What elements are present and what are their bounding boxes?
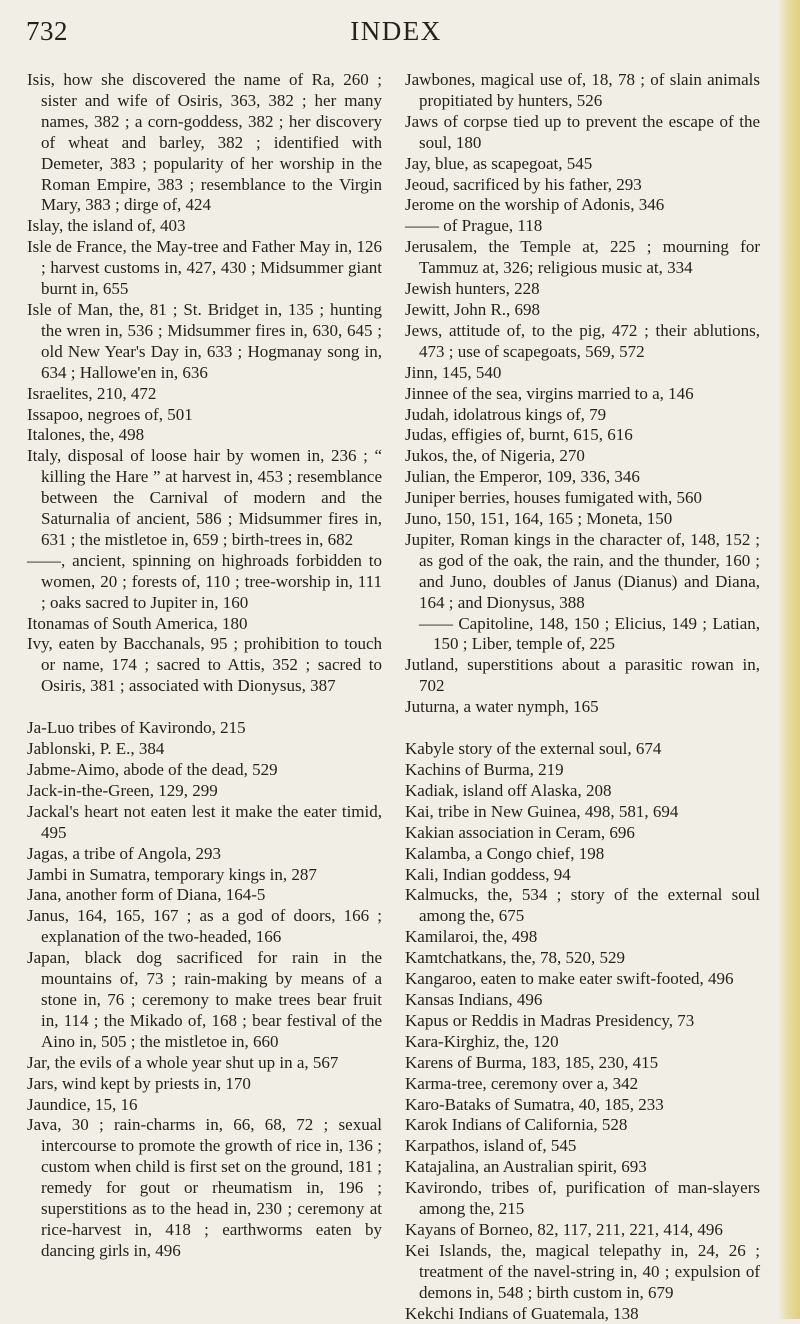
index-entry: Kekchi Indians of Guatemala, 138 [405, 1303, 639, 1323]
index-entry: Isle de France, the May-tree and Father May in, 126 ; harvest customs in, 427, 430 ; Midsummer giant burnt in, 655 [27, 237, 382, 299]
index-entry: Judah, idolatrous kings of, 79 [405, 404, 607, 424]
index-entry: Jutland, superstitions about a parasitic rowan in, 702 [405, 655, 760, 696]
index-entry: Kapus or Reddis in Madras Presidency, 73 [405, 1010, 695, 1030]
index-entry: Itonamas of South America, 180 [27, 613, 248, 633]
index-entry: Jerome on the worship of Adonis, 346 [405, 195, 665, 215]
index-entry: Juniper berries, houses fumigated with, 560 [405, 488, 702, 508]
section-spacer [405, 718, 760, 739]
index-entry: Juturna, a water nymph, 165 [405, 697, 599, 717]
index-entry: Jupiter, Roman kings in the character of, 148, 152 ; as god of the oak, the rain, and the thunder, 160 ; and Juno, doubles of Janus (Dianus) and Diana, 164 ; and Dionysus, 388 [405, 529, 760, 612]
index-entry: Kayans of Borneo, 82, 117, 211, 221, 414, 496 [405, 1219, 723, 1239]
index-entry: Karok Indians of California, 528 [405, 1115, 628, 1135]
index-entry: Karma-tree, ceremony over a, 342 [405, 1073, 639, 1093]
index-entry: Kalmucks, the, 534 ; story of the external soul among the, 675 [405, 885, 760, 926]
index-entry: Juno, 150, 151, 164, 165 ; Moneta, 150 [405, 509, 673, 529]
index-entry: Jackal's heart not eaten lest it make the eater timid, 495 [27, 801, 382, 842]
index-column-right [405, 70, 760, 1324]
index-entry: Jablonski, P. E., 384 [27, 739, 165, 759]
index-entry: Issapoo, negroes of, 501 [27, 404, 193, 424]
index-entry: Isle of Man, the, 81 ; St. Bridget in, 135 ; hunting the wren in, 536 ; Midsummer fires in, 630, 645 ; old New Year's Day in, 633 ; Hogmanay song in, 634 ; Hallowe'en in, 636 [27, 299, 382, 382]
index-entry: Italones, the, 498 [27, 425, 145, 445]
index-entry: Kachins of Burma, 219 [405, 760, 564, 779]
index-entry: Jaws of corpse tied up to prevent the escape of the soul, 180 [405, 111, 760, 152]
index-entry: Karpathos, island of, 545 [405, 1136, 577, 1156]
index-entry: Jars, wind kept by priests in, 170 [27, 1073, 251, 1093]
index-entry: Ja-Luo tribes of Kavirondo, 215 [27, 718, 246, 738]
index-entry: Kara-Kirghiz, the, 120 [405, 1031, 559, 1051]
index-entry: —— Capitoline, 148, 150 ; Elicius, 149 ; Latian, 150 ; Liber, temple of, 225 [419, 613, 760, 654]
index-entry: Jack-in-the-Green, 129, 299 [27, 780, 218, 800]
page-title: INDEX [350, 16, 442, 46]
index-entry: Katajalina, an Australian spirit, 693 [405, 1157, 647, 1177]
section-spacer [27, 697, 382, 718]
index-entry: Kadiak, island off Alaska, 208 [405, 780, 612, 800]
index-entry: Karens of Burma, 183, 185, 230, 415 [405, 1052, 659, 1072]
index-entry: Kangaroo, eaten to make eater swift-footed, 496 [405, 969, 734, 989]
index-entry: Jewitt, John R., 698 [405, 299, 541, 319]
index-entry: Kalamba, a Congo chief, 198 [405, 843, 605, 863]
index-entry: Kamilaroi, the, 498 [405, 927, 538, 947]
index-entry: Kai, tribe in New Guinea, 498, 581, 694 [405, 801, 679, 821]
index-entry: Jewish hunters, 228 [405, 279, 540, 299]
page-header [26, 10, 766, 50]
index-entry: Jinn, 145, 540 [405, 362, 502, 382]
index-entry: Jabme-Aimo, abode of the dead, 529 [27, 760, 278, 779]
index-entry: Japan, black dog sacrificed for rain in the mountains of, 73 ; rain-making by means of a stone in, 76 ; ceremony to make trees bear fruit in, 114 ; the Mikado of, 168 ; bear festival of the Aino in, 505 ; the mistletoe in, 660 [27, 948, 382, 1051]
index-entry: Kali, Indian goddess, 94 [405, 864, 571, 884]
index-entry: Julian, the Emperor, 109, 336, 346 [405, 467, 640, 487]
index-entry: Java, 30 ; rain-charms in, 66, 68, 72 ; sexual intercourse to promote the growth of rice in, 136 ; custom when child is first set on the ground, 181 ; remedy for gout or rheumatism in, 196 ; superstitions as to the head in, 230 ; ceremony at rice-harvest in, 418 ; earthworms eaten by dancing girls in, 496 [27, 1115, 382, 1260]
index-entry: Judas, effigies of, burnt, 615, 616 [405, 425, 633, 445]
page-number: 732 [26, 16, 68, 46]
index-entry: Kei Islands, the, magical telepathy in, 24, 26 ; treatment of the navel-string in, 40 ; expulsion of demons in, 548 ; birth custom in, 679 [405, 1240, 760, 1302]
index-entry: Ivy, eaten by Bacchanals, 95 ; prohibition to touch or name, 174 ; sacred to Attis, 352 ; sacred to Osiris, 381 ; associated with Dionysus, 387 [27, 634, 382, 696]
index-entry: —— of Prague, 118 [405, 216, 543, 236]
index-entry: Italy, disposal of loose hair by women in, 236 ; “ killing the Hare ” at harvest in, 453 ; resemblance between the Carnival of modern and the Saturnalia of ancient, 586 ; Midsummer fires in, 631 ; the mistletoe in, 659 ; birth-trees in, 682 [27, 446, 382, 549]
index-entry: Jawbones, magical use of, 18, 78 ; of slain animals propitiated by hunters, 526 [405, 70, 760, 110]
index-entry: Jukos, the, of Nigeria, 270 [405, 446, 585, 466]
index-entry: Isis, how she discovered the name of Ra, 260 ; sister and wife of Osiris, 363, 382 ; her many names, 382 ; a corn-goddess, 382 ; her discovery of wheat and barley, 382 ; identified with Demeter, 383 ; popularity of her worship in the Roman Empire, 383 ; resemblance to the Virgin Mary, 383 ; dirge of, 424 [27, 70, 382, 215]
index-entry: Jews, attitude of, to the pig, 472 ; their ablutions, 473 ; use of scapegoats, 569, 572 [405, 320, 760, 361]
index-entry: Jeoud, sacrificed by his father, 293 [405, 174, 642, 194]
index-entry: Jerusalem, the Temple at, 225 ; mourning for Tammuz at, 326; religious music at, 334 [405, 237, 760, 278]
index-entry: Jar, the evils of a whole year shut up in a, 567 [27, 1052, 339, 1072]
index-entry: Islay, the island of, 403 [27, 216, 186, 236]
index-entry: Kabyle story of the external soul, 674 [405, 739, 662, 759]
index-entry: ——, ancient, spinning on highroads forbidden to women, 20 ; forests of, 110 ; tree-worship in, 111 ; oaks sacred to Jupiter in, 160 [27, 550, 382, 612]
index-entry: Jagas, a tribe of Angola, 293 [27, 843, 222, 863]
index-column-left [27, 70, 382, 1262]
index-entry: Karo-Bataks of Sumatra, 40, 185, 233 [405, 1094, 664, 1114]
index-entry: Jambi in Sumatra, temporary kings in, 287 [27, 864, 317, 884]
index-entry: Jinnee of the sea, virgins married to a, 146 [405, 383, 694, 403]
index-entry: Jaundice, 15, 16 [27, 1094, 138, 1114]
index-entry: Kamtchatkans, the, 78, 520, 529 [405, 948, 626, 968]
index-entry: Kansas Indians, 496 [405, 989, 543, 1009]
index-entry: Kavirondo, tribes of, purification of man-slayers among the, 215 [405, 1178, 760, 1219]
index-entry: Jana, another form of Diana, 164-5 [27, 885, 266, 905]
page-edge-shading [778, 0, 800, 1319]
index-entry: Jay, blue, as scapegoat, 545 [405, 153, 593, 173]
index-entry: Janus, 164, 165, 167 ; as a god of doors, 166 ; explanation of the two-headed, 166 [27, 906, 382, 947]
index-entry: Israelites, 210, 472 [27, 383, 157, 403]
index-entry: Kakian association in Ceram, 696 [405, 822, 635, 842]
